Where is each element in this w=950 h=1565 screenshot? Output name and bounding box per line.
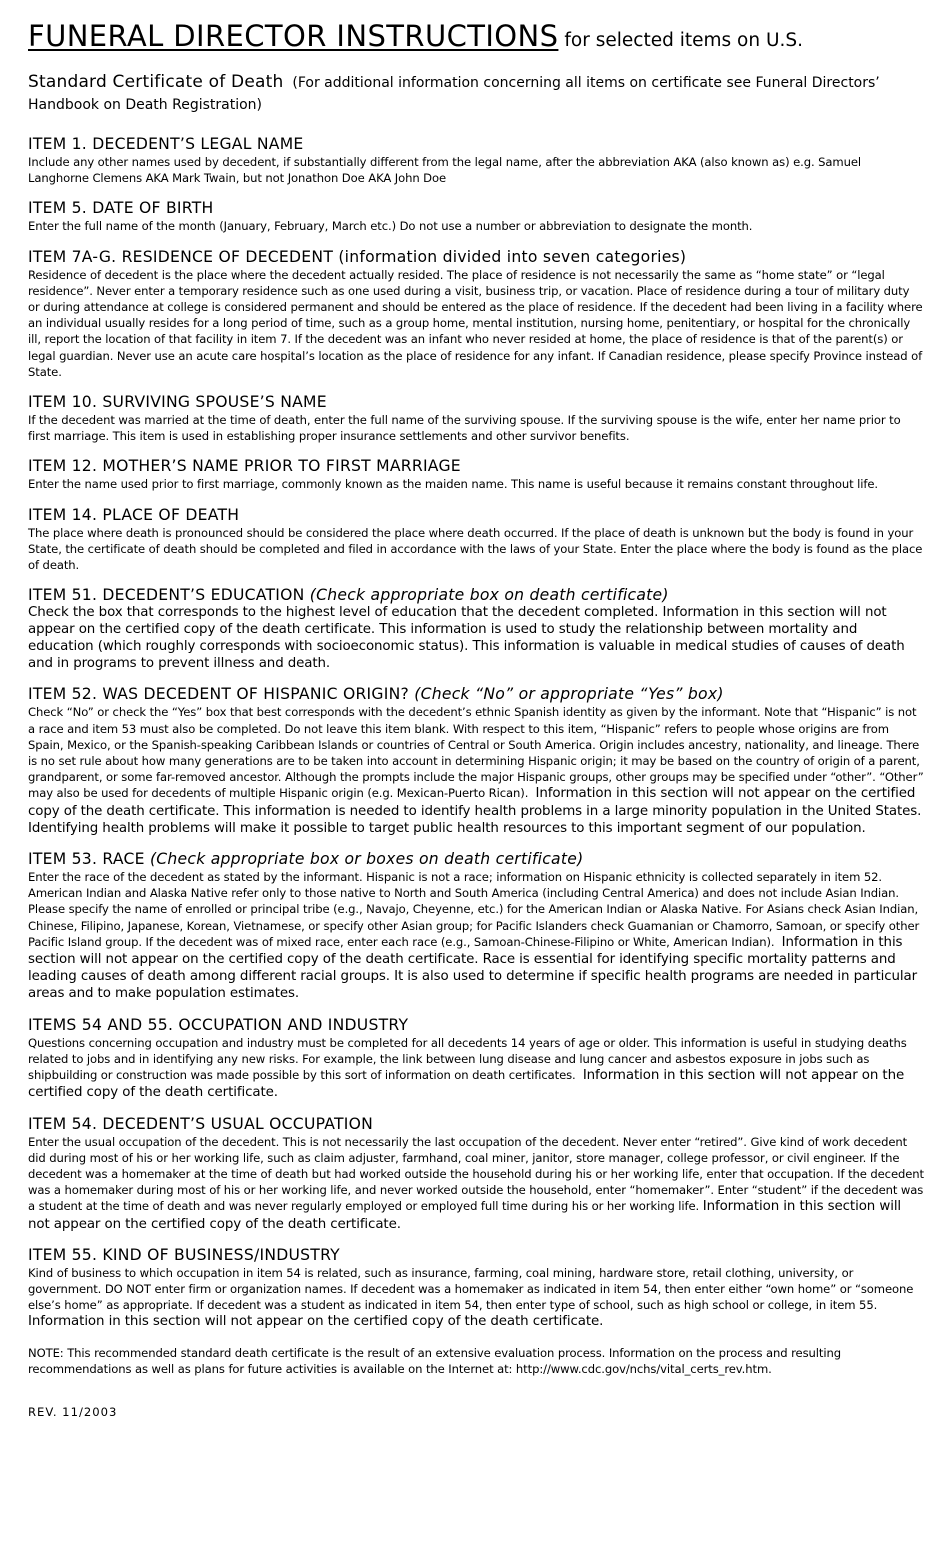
item-7-section [28, 247, 924, 380]
item-14-heading: ITEM 14. PLACE OF DEATH [28, 505, 240, 524]
item-1-text: Include any other names used by decedent, if substantially different from the legal name, after the abbreviation AKA (also known as) e.g. Samuel Langhorne Clemens AKA Mark Twain, but not Jonathon Doe AKA John Doe [28, 155, 861, 186]
item-52-text-main: Check “No” or check the “Yes” box that best corresponds with the decedent’s ethnic Spanish identity as given by the informant. Note that “Hispanic” is not a race and item 53 must also be completed. Do not leave this item blank. With respect to this item, “Hispanic” refers to people whose origins are from Spain, Mexico, or the Spanish-speaking Caribbean Islands or countries of Central or South America. Origin includes ancestry, nationality, and lineage. There is no set rule about how many generations are to be taken into account in determining Hispanic origin; it may be based on the country of origin of a parent, grandparent, or some far-removed ancestor. Although the prompts include the major Hispanic groups, other groups may be specified under “other”. “Other” may also be used for decedents of multiple Hispanic origin (e.g. Mexican-Puerto Rican). [28, 705, 924, 801]
item-12-text: Enter the name used prior to first marriage, commonly known as the maiden name. This name is useful because it remains constant throughout life. [28, 477, 878, 492]
item-52-heading-note: (Check “No” or appropriate “Yes” box) [414, 685, 724, 704]
item-52-heading [28, 684, 924, 704]
item-53-heading-label: ITEM 53. RACE [28, 850, 145, 869]
item-5-section [28, 198, 924, 234]
footer-note: NOTE: This recommended standard death certificate is the result of an extensive evaluation process. Information on the process and resulting recommendations as well as plans for future activities is available on the Internet at: http://www.cdc.gov/nchs/vital_certs_rev.htm. [28, 1345, 841, 1376]
document-page [28, 14, 924, 1431]
item-7-text: Residence of decedent is the place where the decedent actually resided. The place of residence is not necessarily the same as “home state” or “legal residence”. Never enter a temporary residence such as one used during a visit, business trip, or vacation. Place of residence during a tour of military duty or during attendance at college is considered permanent and should be entered as the place of residence. If the decedent had been living in a facility where an individual usually resides for a long period of time, such as a group home, mental institution, nursing home, penitentiary, or hospital for the chronically ill, report the location of that facility in item 7. If the decedent was an infant who never resided at home, the place of residence is that of the parent(s) or legal guardian. Never use an acute care hospital’s location as the place of residence for any infant. If Canadian residence, please specify Province instead of State. [28, 267, 923, 379]
document-subtitle [28, 71, 924, 116]
items-54-55-text [28, 1035, 924, 1102]
items-54-55-heading: ITEMS 54 AND 55. OCCUPATION AND INDUSTRY [28, 1015, 409, 1034]
item-53-heading [28, 849, 924, 869]
items-54-55-text-privacy: Information in this section will not appear on the certified copy of the death certificate. [28, 1068, 905, 1101]
title-main: FUNERAL DIRECTOR INSTRUCTIONS [28, 19, 559, 53]
item-10-text: If the decedent was married at the time of death, enter the full name of the surviving spouse. If the surviving spouse is the wife, enter her name prior to first marriage. This item is used in establishing proper insurance settlements and other survivor benefits. [28, 413, 901, 444]
item-7-heading [28, 247, 924, 267]
item-1-heading: ITEM 1. DECEDENT’S LEGAL NAME [28, 135, 304, 153]
item-51-heading-label: ITEM 51. DECEDENT’S EDUCATION [28, 586, 305, 605]
item-55-heading: ITEM 55. KIND OF BUSINESS/INDUSTRY [28, 1245, 340, 1264]
item-53-text-main: Enter the race of the decedent as stated by the informant. Hispanic is not a race; information on Hispanic ethnicity is collected separately in item 52. American Indian and Alaska Native refer only to those native to North and South America (including Central America) and does not include Asian Indian. Please specify the name of enrolled or principal tribe (e.g., Navajo, Cheyenne, etc.) for the American Indian or Alaska Native. For Asians check Asian Indian, Chinese, Filipino, Japanese, Korean, Vietnamese, or specify other Asian group; for Pacific Islanders check Guamanian or Chamorro, Samoan, or specify other Pacific Island group. If the decedent was of mixed race, enter each race (e.g., Samoan-Chinese-Filipino or White, American Indian). [28, 870, 920, 949]
item-52-heading-label: ITEM 52. WAS DECEDENT OF HISPANIC ORIGIN? [28, 685, 410, 704]
items-54-55-section [28, 1015, 924, 1102]
item-1-section [28, 134, 924, 186]
item-51-heading-note: (Check appropriate box on death certificate) [309, 586, 669, 605]
item-54-text-main: Enter the usual occupation of the decedent. This is not necessarily the last occupation of the decedent. Never enter “retired”. Give kind of work decedent did during most of his or her working life, such as claim adjuster, farmhand, coal miner, janitor, store manager, college professor, or civil engineer. If the decedent was a homemaker at the time of death but had worked outside the household during his or her working life, enter that occupation. If the decedent was a homemaker during most of his or her working life, and never worked outside the household, enter “homemaker”. Enter “student” if the decedent was a student at the time of death and was never regularly employed or employed full time during his or her working life. [28, 1134, 924, 1214]
item-53-text-privacy: Information in this section will not appear on the certified copy of the death certificate. Race is essential for identifying specific mortality patterns and leading causes of death among different racial groups. It is also used to determine if specific health programs are needed in particular areas and to make population estimates. [28, 934, 918, 1002]
item-7-heading-label: ITEM 7A-G. RESIDENCE OF DECEDENT [28, 247, 334, 266]
item-10-section [28, 392, 924, 444]
item-53-section [28, 849, 924, 1003]
item-53-text [28, 869, 924, 1003]
item-54-text [28, 1134, 924, 1233]
item-12-section [28, 456, 924, 492]
item-52-text [28, 704, 924, 837]
item-14-section [28, 505, 924, 574]
item-54-section [28, 1114, 924, 1233]
item-52-section [28, 684, 924, 837]
item-55-text-main: Kind of business to which occupation in item 54 is related, such as insurance, farming, coal mining, hardware store, retail clothing, university, or government. DO NOT enter firm or organization names. If decedent was a homemaker as indicated in item 54, then enter either “own home” or “someone else’s home” as appropriate. If decedent was a student as indicated in item 54, then enter type of school, such as high school or college, in item 55. [28, 1265, 914, 1313]
item-5-heading: ITEM 5. DATE OF BIRTH [28, 199, 214, 218]
title-suffix: for selected items on U.S. [564, 30, 803, 51]
item-53-heading-note: (Check appropriate box or boxes on death certificate) [149, 850, 584, 869]
item-52-text-privacy: Information in this section will not appear on the certified copy of the death certificate. This information is needed to identify health problems in a large minority population in the United States. Identifying health problems will make it possible to target public health resources to this important segment of our population. [28, 786, 922, 836]
item-10-heading: ITEM 10. SURVIVING SPOUSE’S NAME [28, 393, 327, 412]
item-12-heading: ITEM 12. MOTHER’S NAME PRIOR TO FIRST MARRIAGE [28, 457, 461, 476]
revision-label: REV. 11/2003 [28, 1404, 118, 1419]
item-7-heading-note: (information divided into seven categories) [338, 247, 687, 266]
document-title [28, 14, 924, 63]
item-51-section [28, 585, 924, 672]
items-54-55-text-main: Questions concerning occupation and industry must be completed for all decedents 14 years of age or older. This information is useful in studying deaths related to jobs and in identifying any new risks. For example, the link between lung disease and lung cancer and asbestos exposure in jobs such as shipbuilding or construction was made possible by this sort of information on death certificates. [28, 1035, 907, 1083]
item-55-section [28, 1245, 924, 1331]
item-54-text-privacy: Information in this section will not appear on the certified copy of the death certificate. [28, 1199, 902, 1232]
item-14-text: The place where death is pronounced should be considered the place where death occurred. If the place of death is unknown but the body is found in your State, the certificate of death should be completed and filed in accordance with the laws of your State. Enter the place where the body is found as the place of death. [28, 525, 923, 573]
item-55-text [28, 1265, 924, 1331]
item-5-text: Enter the full name of the month (January, February, March etc.) Do not use a number or abbreviation to designate the month. [28, 219, 753, 234]
item-55-text-privacy: Information in this section will not appear on the certified copy of the death certificate. [28, 1314, 604, 1330]
item-54-heading: ITEM 54. DECEDENT’S USUAL OCCUPATION [28, 1114, 374, 1133]
subtitle-note: (For additional information concerning all items on certificate see Funeral Directors’ Handbook on Death Registration) [28, 75, 880, 113]
subtitle-main: Standard Certificate of Death [28, 72, 284, 92]
item-51-heading [28, 585, 924, 605]
item-51-text: Check the box that corresponds to the highest level of education that the decedent completed. Information in this section will not appear on the certified copy of the death certificate. This information is used to study the relationship between mortality and education (which roughly corresponds with socioeconomic status). This information is valuable in medical studies of causes of death and in programs to prevent illness and death. [28, 605, 905, 671]
